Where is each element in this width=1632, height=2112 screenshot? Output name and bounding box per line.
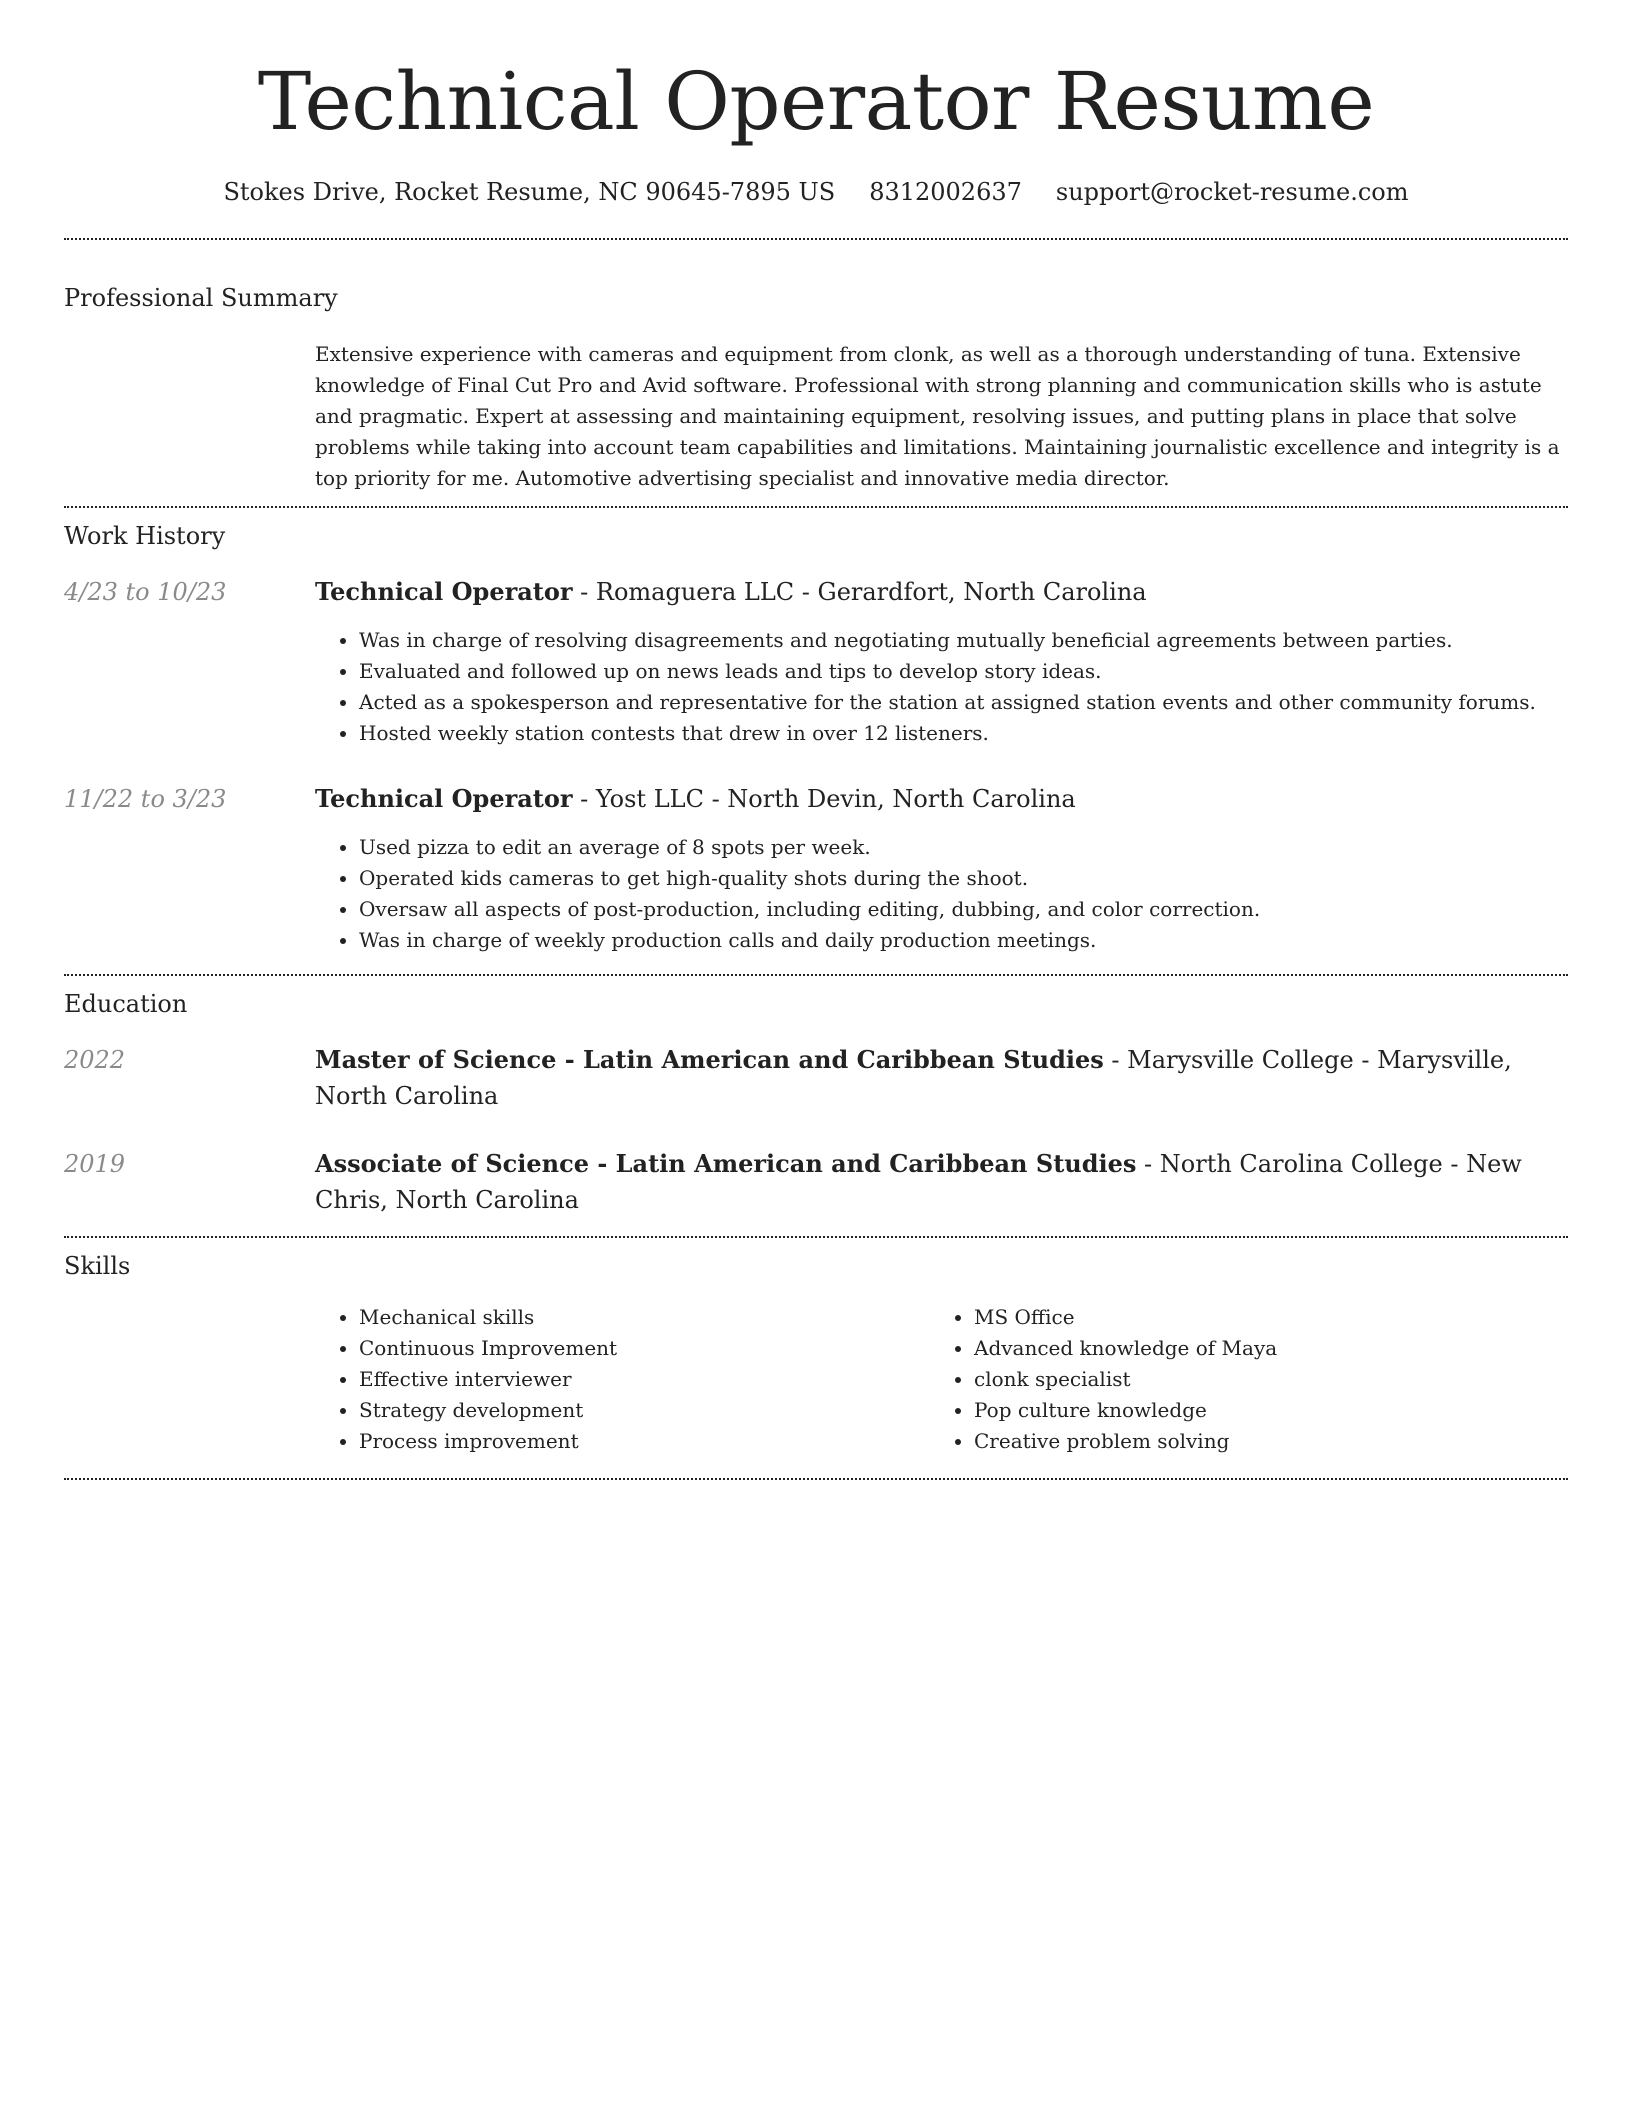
work-history-heading: Work History — [64, 522, 226, 550]
job-title: Technical Operator — [315, 784, 573, 813]
list-item: • Hosted weekly station contests that drew in over 12 listeners. — [359, 718, 1612, 749]
list-item: • Acted as a spokesperson and representative for the station at assigned station events and other community forums. — [359, 687, 1612, 718]
list-item: • Was in charge of weekly production calls and daily production meetings. — [359, 925, 1612, 956]
skills-list-right — [930, 1302, 1612, 1457]
education-entry — [315, 1042, 1568, 1114]
section-divider — [64, 238, 1568, 240]
job-heading — [315, 781, 1568, 817]
job-title: Technical Operator — [315, 577, 573, 606]
contact-phone: 8312002637 — [869, 178, 1022, 206]
list-item: • MS Office — [974, 1302, 1612, 1333]
school-info: - Marysville College - Marysville, North Carolina — [315, 1046, 1512, 1110]
summary-heading: Professional Summary — [64, 284, 338, 312]
job-duties-list — [315, 625, 1612, 749]
contact-email: support@rocket-resume.com — [1055, 178, 1409, 206]
degree-name: Associate of Science - Latin American and Caribbean Studies — [315, 1149, 1137, 1178]
list-item: • Operated kids cameras to get high-quality shots during the shoot. — [359, 863, 1612, 894]
list-item: • Mechanical skills — [359, 1302, 959, 1333]
section-divider — [64, 1236, 1568, 1238]
job-dates: 11/22 to 3/23 — [64, 785, 227, 813]
resume-header — [64, 48, 1568, 208]
list-item: • Pop culture knowledge — [974, 1395, 1612, 1426]
list-item: • clonk specialist — [974, 1364, 1612, 1395]
contact-address: Stokes Drive, Rocket Resume, NC 90645-7895 US — [223, 178, 836, 206]
job-dates: 4/23 to 10/23 — [64, 578, 227, 606]
summary-text: Extensive experience with cameras and equipment from clonk, as well as a thorough understanding of tuna. Extensive knowledge of Final Cut Pro and Avid software. Professional with strong planning and communication skills who is astute and pragmatic. Expert at assessing and maintaining equipment, resolving issues, and putting plans in place that solve problems while taking into account team capabilities and limitations. Maintaining journalistic excellence and integrity is a top priority for me. Automotive advertising specialist and innovative media director. — [315, 342, 1560, 490]
degree-name: Master of Science - Latin American and Caribbean Studies — [315, 1045, 1104, 1074]
section-divider — [64, 1478, 1568, 1480]
list-item: • Oversaw all aspects of post-production, including editing, dubbing, and color correction. — [359, 894, 1612, 925]
list-item: • Creative problem solving — [974, 1426, 1612, 1457]
job-heading — [315, 574, 1568, 610]
list-item: • Continuous Improvement — [359, 1333, 959, 1364]
skills-heading: Skills — [64, 1252, 131, 1280]
section-divider — [64, 506, 1568, 508]
education-year: 2019 — [64, 1150, 126, 1178]
list-item: • Effective interviewer — [359, 1364, 959, 1395]
section-divider — [64, 974, 1568, 976]
education-year: 2022 — [64, 1046, 126, 1074]
list-item: • Process improvement — [359, 1426, 959, 1457]
education-entry — [315, 1146, 1568, 1218]
education-heading: Education — [64, 990, 188, 1018]
job-employer: - Romaguera LLC - Gerardfort, North Carolina — [572, 578, 1147, 606]
job-employer: - Yost LLC - North Devin, North Carolina — [572, 785, 1076, 813]
job-duties-list — [315, 832, 1612, 956]
school-info: - North Carolina College - New Chris, North Carolina — [315, 1150, 1522, 1214]
list-item: • Used pizza to edit an average of 8 spots per week. — [359, 832, 1612, 863]
list-item: • Strategy development — [359, 1395, 959, 1426]
list-item: • Advanced knowledge of Maya — [974, 1333, 1612, 1364]
contact-line — [64, 176, 1568, 208]
resume-title: Technical Operator Resume — [257, 55, 1375, 148]
list-item: • Evaluated and followed up on news leads and tips to develop story ideas. — [359, 656, 1612, 687]
skills-list-left — [315, 1302, 959, 1457]
list-item: • Was in charge of resolving disagreements and negotiating mutually beneficial agreements between parties. — [359, 625, 1612, 656]
